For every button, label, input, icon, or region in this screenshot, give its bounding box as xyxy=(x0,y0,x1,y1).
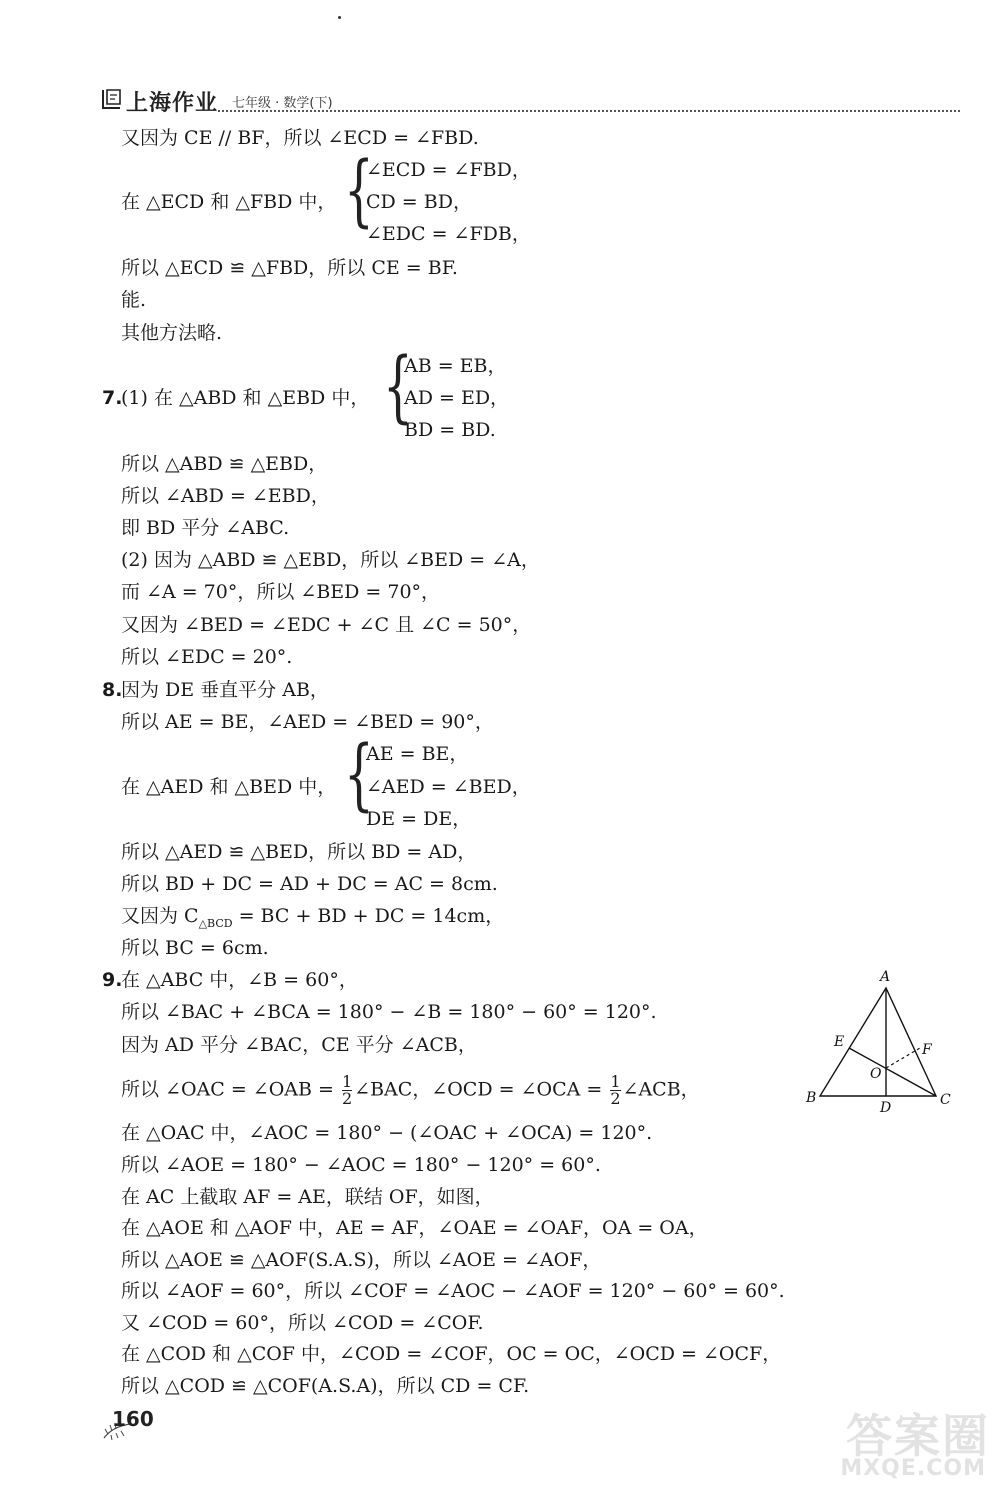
text-fragment: ∠ACB， xyxy=(622,1078,700,1101)
watermark xyxy=(790,1400,990,1490)
problem-number: 8. xyxy=(102,679,123,701)
text-fragment: 又因为 C xyxy=(121,905,199,927)
header-divider xyxy=(218,110,960,112)
text-line: 在 △AED 和 △BED 中， xyxy=(121,776,337,798)
label-o: O xyxy=(870,1066,882,1082)
text-line: 所以 △ECD ≌ △FBD，所以 CE = BF. xyxy=(121,257,458,279)
label-c: C xyxy=(940,1092,951,1108)
watermark-text: 答案圈 xyxy=(846,1409,990,1463)
text-line: 即 BD 平分 ∠ABC. xyxy=(121,517,290,539)
text-line: 因为 DE 垂直平分 AB， xyxy=(121,679,329,701)
subscript: △BCD xyxy=(198,916,233,930)
condition: DE = DE， xyxy=(366,808,472,830)
text-fragment: 所以 ∠OAC = ∠OAB = xyxy=(121,1078,340,1101)
text-line: 所以 ∠BAC + ∠BCA = 180° − ∠B = 180° − 60° = 120°. xyxy=(121,1001,657,1023)
text-line: 所以 BC = 6cm. xyxy=(121,937,269,959)
fraction xyxy=(610,1074,620,1107)
text-line: 所以 ∠ABD = ∠EBD， xyxy=(121,485,330,507)
text-line: 能. xyxy=(121,289,147,311)
numerator: 1 xyxy=(341,1072,353,1091)
text-line: 所以 AE = BE，∠AED = ∠BED = 90°， xyxy=(121,711,494,733)
label-b: B xyxy=(806,1090,817,1106)
text-line: 所以 △AOE ≌ △AOF(S.A.S)，所以 ∠AOE = ∠AOF， xyxy=(121,1249,602,1271)
stray-dot xyxy=(338,16,341,19)
text-fragment: ∠BAC，∠OCD = ∠OCA = xyxy=(354,1078,609,1101)
brand-title: 上海作业 xyxy=(126,91,219,116)
numerator: 1 xyxy=(610,1072,621,1091)
text-line: 又因为 CE // BF，所以 ∠ECD = ∠FBD. xyxy=(121,127,479,149)
condition: AE = BE， xyxy=(366,743,469,765)
book-subtitle: 七年级 · 数学(下) xyxy=(232,96,333,111)
text-line: 在 △COD 和 △COF 中，∠COD = ∠COF，OC = OC，∠OCD = ∠OCF， xyxy=(121,1343,782,1365)
text-line xyxy=(121,904,504,936)
brace: { xyxy=(344,730,374,820)
text-line: 所以 ∠AOF = 60°，所以 ∠COF = ∠AOC − ∠AOF = 120° − 60° = 60°. xyxy=(121,1280,785,1302)
condition: AB = EB， xyxy=(404,355,507,377)
page-header xyxy=(100,82,960,122)
condition: AD = ED， xyxy=(404,387,510,409)
text-line: 又因为 ∠BED = ∠EDC + ∠C 且 ∠C = 50°， xyxy=(121,614,532,636)
text-line: 所以 △ABD ≌ △EBD， xyxy=(121,453,328,475)
text-line: 所以 ∠EDC = 20°. xyxy=(121,646,293,668)
book-logo-icon xyxy=(100,86,124,112)
condition: ∠EDC = ∠FDB， xyxy=(366,223,531,245)
text-line: 在 △ECD 和 △FBD 中， xyxy=(121,191,337,213)
label-e: E xyxy=(834,1034,845,1050)
text-line: 因为 AD 平分 ∠BAC，CE 平分 ∠ACB， xyxy=(121,1034,477,1056)
text-line: 所以 △AED ≌ △BED，所以 BD = AD， xyxy=(121,841,477,863)
text-line: 其他方法略. xyxy=(121,322,223,344)
problem-number: 9. xyxy=(102,969,123,991)
text-fragment: = BC + BD + DC = 14cm， xyxy=(232,905,505,927)
label-a: A xyxy=(880,969,891,985)
problem-number: 7. xyxy=(102,387,123,409)
denominator: 2 xyxy=(610,1089,621,1108)
condition: BD = BD. xyxy=(404,419,496,441)
page-number: 160 xyxy=(112,1407,154,1431)
text-line: (1) 在 △ABD 和 △EBD 中， xyxy=(121,387,370,409)
condition: ∠AED = ∠BED， xyxy=(366,776,531,798)
text-line: (2) 因为 △ABD ≌ △EBD，所以 ∠BED = ∠A， xyxy=(121,549,540,571)
text-line: 又 ∠COD = 60°，所以 ∠COD = ∠COF. xyxy=(121,1312,484,1334)
text-line: 所以 ∠AOE = 180° − ∠AOC = 180° − 120° = 60°. xyxy=(121,1154,601,1176)
text-line: 在 AC 上截取 AF = AE，联结 OF，如图， xyxy=(121,1186,494,1208)
text-line: 所以 △COD ≌ △COF(A.S.A)，所以 CD = CF. xyxy=(121,1375,530,1397)
brace: { xyxy=(344,146,374,236)
brace: { xyxy=(383,342,413,432)
text-line: 在 △AOE 和 △AOF 中，AE = AF，∠OAE = ∠OAF，OA = OA， xyxy=(121,1217,708,1239)
denominator: 2 xyxy=(341,1089,353,1108)
condition: ∠ECD = ∠FBD， xyxy=(366,159,531,181)
watermark-url: MXQE.COM xyxy=(840,1456,986,1481)
text-line: 而 ∠A = 70°，所以 ∠BED = 70°， xyxy=(121,581,441,603)
text-line: 在 △ABC 中，∠B = 60°， xyxy=(121,969,358,991)
label-d: D xyxy=(880,1100,892,1116)
fraction xyxy=(342,1074,352,1107)
text-line: 在 △OAC 中，∠AOC = 180° − (∠OAC + ∠OCA) = 120°. xyxy=(121,1122,653,1144)
label-f: F xyxy=(922,1042,932,1058)
triangle-figure xyxy=(800,962,970,1122)
text-line xyxy=(121,1074,700,1107)
condition: CD = BD， xyxy=(366,191,472,213)
text-line: 所以 BD + DC = AD + DC = AC = 8cm. xyxy=(121,873,498,895)
